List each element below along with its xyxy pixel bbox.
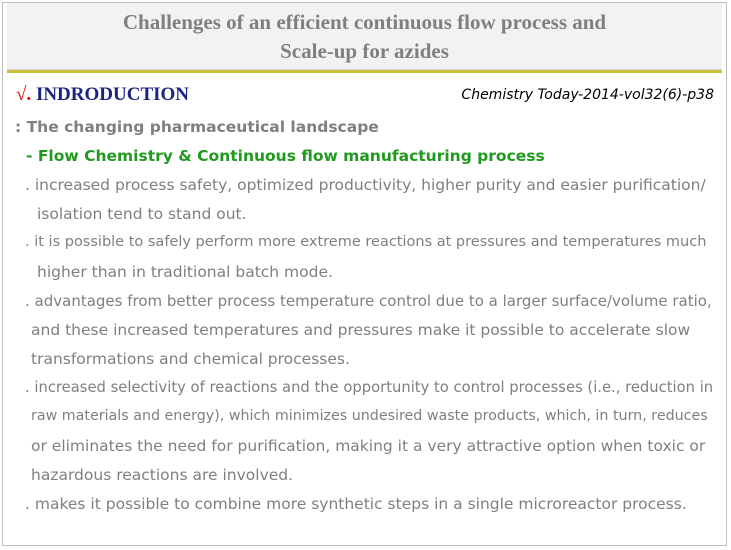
subheading: - Flow Chemistry & Continuous flow manufacturing process (26, 147, 545, 165)
title-underline (7, 70, 722, 73)
title-box (7, 3, 722, 70)
body-line: transformations and chemical processes. (31, 350, 350, 368)
body-line: or eliminates the need for purification, making it a very attractive option when toxic or (31, 437, 706, 455)
check-mark-icon: √. (16, 84, 32, 105)
body-line: higher than in traditional batch mode. (37, 263, 333, 281)
body-line: hazardous reactions are involved. (31, 466, 294, 484)
body-line: isolation tend to stand out. (37, 205, 247, 223)
body-line: . advantages from better process temperature control due to a larger surface/volume ratio, (25, 292, 712, 310)
title-line-2: Scale-up for azides (280, 39, 449, 63)
citation: Chemistry Today-2014-vol32(6)-p38 (461, 87, 714, 103)
slide (2, 2, 727, 546)
section-header (16, 84, 189, 106)
section-label: INDRODUCTION (35, 84, 190, 105)
body-line: . increased process safety, optimized productivity, higher purity and easier purification/ (25, 176, 706, 194)
body-line: . increased selectivity of reactions and the opportunity to control processes (i.e., reduction in (25, 379, 714, 396)
body-line: . it is possible to safely perform more extreme reactions at pressures and temperatures much (25, 234, 707, 250)
heading: : The changing pharmaceutical landscape (15, 118, 379, 136)
body-line: and these increased temperatures and pressures make it possible to accelerate slow (31, 321, 691, 339)
title-line-1: Challenges of an efficient continuous flow process and (122, 10, 607, 34)
body-line: . makes it possible to combine more synthetic steps in a single microreactor process. (25, 495, 687, 513)
body-line: raw materials and energy), which minimizes undesired waste products, which, in turn, reduces (31, 408, 708, 424)
